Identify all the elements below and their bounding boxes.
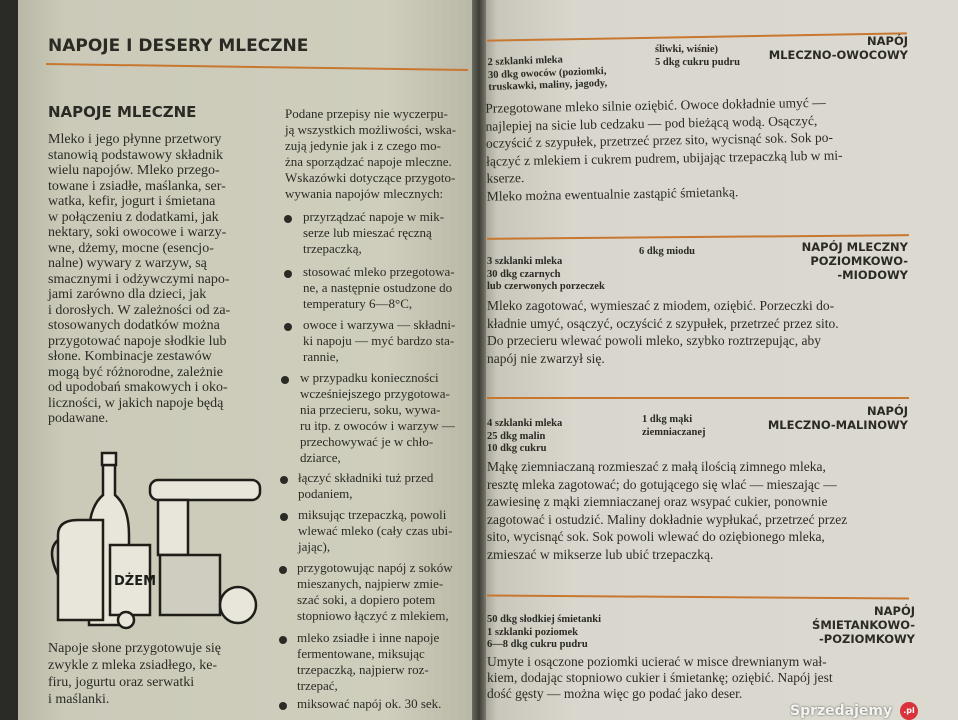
section-title: NAPOJE MLECZNE [48, 103, 197, 121]
recipe-title: NAPÓJ MLECZNO-OWOCOWY [768, 34, 908, 62]
bullet-icon [281, 376, 289, 384]
apple-icon [220, 587, 256, 623]
bullet-icon [279, 702, 287, 710]
recipe-ingredients: 3 szklanki mleka 30 dkg czarnych lub czerwonych porzeczek [487, 256, 605, 292]
guideline-item: przyrządzać napoje w mik- serze lub mieszać ręczną trzepaczką, [303, 209, 445, 256]
chapter-title: NAPOJE I DESERY MLECZNE [48, 36, 309, 56]
recipe-instructions: Mąkę ziemniaczaną rozmieszać z małą ilością zimnego mleka, resztę mleka zagotować; do gotującego się wlać — mieszając — zawiesinę z mąki ziemniaczanej oraz wsypać cukier, ponownie zagotować i ostudzić. Maliny dokładnie wypłukać, przetrzeć przez sito, wycisnąć sok. Sok powoli wlewać do oziębionego mleka, zmieszać w mikserze lub ubić trzepaczką. [487, 459, 848, 562]
recipe-instructions: Przegotowane mleko silnie oziębić. Owoce dokładnie umyć — najlepiej na sicie lub cedzaku — pod bieżącą wodą. Osączyć, oczyścić z szypułek, przetrzeć przez sito, wycisnąć sok. Sok po- łączyć z mlekiem i cukrem pudrem, ubijając trzepaczką lub w mi- kserze. Mleko można ewentualnie zastąpić śmietanką. [485, 94, 843, 204]
milk-products-illustration [48, 445, 273, 630]
recipe-instructions: Mleko zagotować, wymieszać z miodem, oziębić. Porzeczki do- kładnie umyć, osączyć, oczyścić z szypułek, przetrzeć przez sito. Do przecieru wlewać powoli mleko, szybko roztrzepując, aby napój nie zwarzył się. [487, 298, 839, 366]
bullet-icon [279, 636, 287, 644]
recipe-rule [487, 397, 909, 399]
guideline-item: łączyć składniki tuż przed podaniem, [298, 470, 434, 501]
recipe-title: NAPÓJ ŚMIETANKOWO- -POZIOMKOWY [812, 604, 915, 646]
guideline-item: stosować mleko przegotowa- ne, a następnie ostudzone do temperatury 6—8°C, [303, 264, 455, 311]
recipe-ingredients: 50 dkg słodkiej śmietanki 1 szklanki poziomek 6—8 dkg cukru pudru [487, 614, 602, 650]
salty-drinks-note: Napoje słone przygotowuje się zwykle z mleka zsiadłego, ke- firu, jogurtu oraz serwatki i maślanki. [48, 641, 222, 707]
recipe-title: NAPÓJ MLECZNO-MALINOWY [767, 404, 908, 432]
guideline-item: przygotowując napój z soków mieszanych, najpierw zmie- szać soki, a dopiero potem stopniowo łączyć z mlekiem, [297, 560, 453, 623]
guideline-item: miksować napój ok. 30 sek. [297, 696, 442, 711]
bullet-icon [280, 513, 288, 521]
guideline-item: owoce i warzywa — składni- ki napoju — myć bardzo sta- rannie, [303, 317, 456, 364]
recipe-ingredients: 4 szklanki mleka 25 dkg malin 10 dkg cukru [487, 418, 563, 454]
recipe-ingredients: 2 szklanki mleka 30 dkg owoców (poziomki, truskawki, maliny, jagody, [487, 54, 608, 94]
guideline-item: miksując trzepaczką, powoli wlewać mleko (cały czas ubi- jając), [298, 507, 453, 554]
recipe-title: NAPÓJ MLECZNY POZIOMKOWO- -MIODOWY [801, 240, 908, 282]
mixer-icon [150, 480, 260, 500]
guidelines-intro: Podane przepisy nie wyczerpu- ją wszystkich możliwości, wska- zują jedynie jak i z czego mo- żna sporządzać napoje mleczne. Wskazówki dotyczące przygoto- wywania napojów mlecznych: [285, 106, 457, 201]
recipe-ingredients: śliwki, wiśnie) 5 dkg cukru pudru [655, 44, 740, 68]
guideline-item: mleko zsiadłe i inne napoje fermentowane, miksując trzepaczką, najpierw roz- trzepać, [297, 630, 440, 693]
jam-label: DŻEM [114, 574, 157, 589]
recipe-instructions: Umyte i osączone poziomki ucierać w misce drewnianym wał- kiem, dodając stopniowo cukier i śmietankę; oziębić. Napój jest dość gęsty — można więc go podać jako deser. [487, 654, 833, 701]
bullet-icon [284, 270, 292, 278]
bullet-icon [284, 323, 292, 331]
bullet-icon [280, 476, 288, 484]
guideline-item: w przypadku konieczności wcześniejszego przygotowa- nia przecieru, soku, wywa- ru itp. z owoców i warzyw — przechowywać je w chło- dziarce, [300, 370, 455, 465]
bullet-icon [284, 215, 292, 223]
bullet-icon [279, 566, 287, 574]
recipe-ingredients: 6 dkg miodu [639, 246, 696, 257]
book-spine [472, 0, 486, 720]
intro-paragraph: Mleko i jego płynne przetwory stanowią podstawowy składnik wielu napojów. Mleko przego- towane i zsiadłe, maślanka, ser- watka, kefir, jogurt i śmietana w połączeniu z dodatkami, jak nektary, soki owocowe i warzy- wne, dżemy, mocne (esencjo- nalne) wywary z warzyw, są smacznymi i odżywczymi napo- jami zarówno dla dzieci, jak i dorosłych. W zależności od za- stosowanych dodatków można przygotować napoje słodkie lub słone. Kombinacje zestawów mogą być różnorodne, zależnie od upodobań smakowych i oko- liczności, w jakich napoje będą podawane. [48, 132, 231, 426]
watermark-text: Sprzedajemy [790, 703, 893, 719]
recipe-ingredients: 1 dkg mąki ziemniaczanej [642, 414, 706, 438]
watermark-badge: .pl [900, 702, 918, 720]
jug-icon [58, 520, 103, 620]
